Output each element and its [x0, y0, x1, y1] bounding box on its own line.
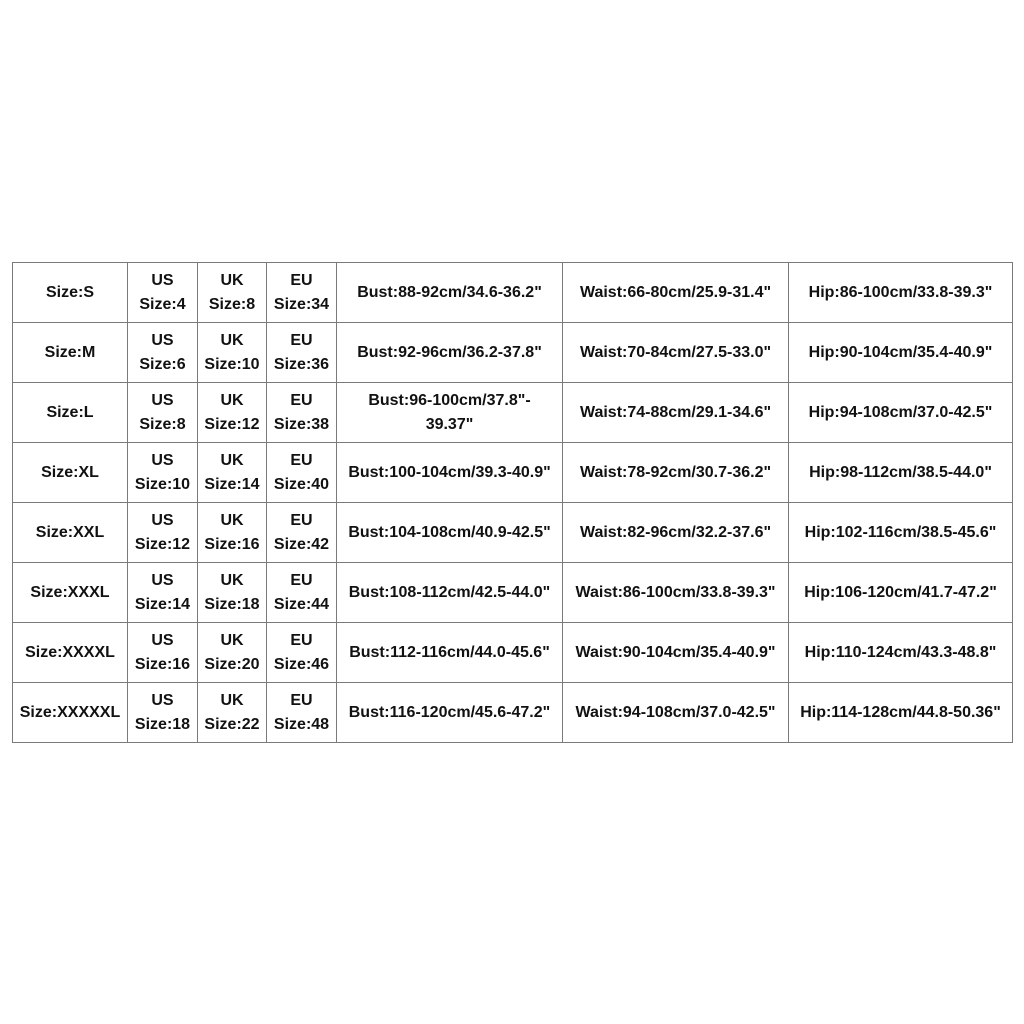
bust-cell-line: Bust:92-96cm/36.2-37.8" [357, 343, 542, 361]
uk-size-cell [198, 323, 267, 383]
us-size-cell-line: US [151, 391, 174, 409]
bust-cell [337, 683, 563, 743]
bust-cell-line: 39.37" [425, 415, 474, 433]
us-size-cell-line: US [151, 571, 174, 589]
waist-cell: Waist:70-84cm/27.5-33.0" [563, 323, 789, 383]
uk-size-cell-line: UK [220, 331, 244, 349]
uk-size-cell [198, 503, 267, 563]
uk-size-cell [198, 383, 267, 443]
us-size-cell-line: Size:8 [139, 415, 186, 433]
us-size-cell-line: Size:6 [139, 355, 186, 373]
us-size-cell-line: US [151, 271, 174, 289]
table-row [13, 503, 1013, 563]
us-size-cell-line: Size:18 [134, 715, 191, 733]
hip-cell: Hip:86-100cm/33.8-39.3" [789, 263, 1013, 323]
uk-size-cell-line: Size:18 [204, 595, 260, 613]
hip-cell: Hip:102-116cm/38.5-45.6" [789, 503, 1013, 563]
uk-size-cell-line: Size:14 [204, 475, 260, 493]
us-size-cell [128, 383, 198, 443]
eu-size-cell-line: EU [290, 331, 313, 349]
uk-size-cell-line: Size:22 [204, 715, 260, 733]
bust-cell [337, 323, 563, 383]
eu-size-cell-line: EU [290, 631, 313, 649]
us-size-cell-line: Size:10 [134, 475, 191, 493]
size-label-cell: Size:S [13, 263, 128, 323]
size-label-cell: Size:XL [13, 443, 128, 503]
size-label-cell: Size:M [13, 323, 128, 383]
table-row [13, 563, 1013, 623]
eu-size-cell-line: Size:34 [273, 295, 330, 313]
us-size-cell [128, 503, 198, 563]
waist-cell: Waist:82-96cm/32.2-37.6" [563, 503, 789, 563]
eu-size-cell [267, 623, 337, 683]
bust-cell-line: Bust:96-100cm/37.8"- [368, 391, 531, 409]
size-label-cell: Size:XXXL [13, 563, 128, 623]
us-size-cell-line: Size:12 [134, 535, 191, 553]
uk-size-cell [198, 263, 267, 323]
eu-size-cell-line: Size:46 [273, 655, 330, 673]
hip-cell: Hip:98-112cm/38.5-44.0" [789, 443, 1013, 503]
us-size-cell-line: US [151, 451, 174, 469]
size-label-cell: Size:XXXXL [13, 623, 128, 683]
uk-size-cell [198, 623, 267, 683]
eu-size-cell [267, 443, 337, 503]
bust-cell-line: Bust:88-92cm/34.6-36.2" [357, 283, 542, 301]
us-size-cell-line: Size:14 [134, 595, 191, 613]
eu-size-cell-line: EU [290, 451, 313, 469]
hip-cell: Hip:114-128cm/44.8-50.36" [789, 683, 1013, 743]
uk-size-cell [198, 443, 267, 503]
size-label-cell: Size:L [13, 383, 128, 443]
eu-size-cell-line: Size:38 [273, 415, 330, 433]
size-chart-table [12, 262, 1013, 743]
bust-cell-line: Bust:100-104cm/39.3-40.9" [348, 463, 551, 481]
bust-cell [337, 443, 563, 503]
eu-size-cell-line: Size:42 [273, 535, 330, 553]
uk-size-cell-line: UK [220, 271, 244, 289]
waist-cell: Waist:86-100cm/33.8-39.3" [563, 563, 789, 623]
table-row [13, 383, 1013, 443]
table-row [13, 263, 1013, 323]
uk-size-cell-line: Size:12 [204, 415, 260, 433]
table-row [13, 323, 1013, 383]
table-row [13, 443, 1013, 503]
eu-size-cell-line: EU [290, 511, 313, 529]
bust-cell-line: Bust:108-112cm/42.5-44.0" [348, 583, 551, 601]
eu-size-cell-line: Size:44 [273, 595, 330, 613]
uk-size-cell-line: UK [220, 451, 244, 469]
eu-size-cell-line: Size:36 [273, 355, 330, 373]
us-size-cell [128, 683, 198, 743]
waist-cell: Waist:66-80cm/25.9-31.4" [563, 263, 789, 323]
hip-cell: Hip:106-120cm/41.7-47.2" [789, 563, 1013, 623]
bust-cell-line: Bust:116-120cm/45.6-47.2" [348, 703, 551, 721]
hip-cell: Hip:94-108cm/37.0-42.5" [789, 383, 1013, 443]
eu-size-cell-line: EU [290, 691, 313, 709]
us-size-cell [128, 563, 198, 623]
uk-size-cell [198, 683, 267, 743]
waist-cell: Waist:90-104cm/35.4-40.9" [563, 623, 789, 683]
bust-cell [337, 623, 563, 683]
us-size-cell [128, 263, 198, 323]
uk-size-cell [198, 563, 267, 623]
eu-size-cell [267, 323, 337, 383]
eu-size-cell-line: EU [290, 271, 313, 289]
eu-size-cell [267, 263, 337, 323]
uk-size-cell-line: Size:16 [204, 535, 260, 553]
waist-cell: Waist:78-92cm/30.7-36.2" [563, 443, 789, 503]
bust-cell [337, 503, 563, 563]
eu-size-cell-line: EU [290, 571, 313, 589]
bust-cell [337, 563, 563, 623]
bust-cell [337, 383, 563, 443]
waist-cell: Waist:74-88cm/29.1-34.6" [563, 383, 789, 443]
us-size-cell-line: US [151, 691, 174, 709]
us-size-cell-line: US [151, 631, 174, 649]
us-size-cell-line: US [151, 511, 174, 529]
size-label-cell: Size:XXXXXL [13, 683, 128, 743]
eu-size-cell [267, 683, 337, 743]
hip-cell: Hip:110-124cm/43.3-48.8" [789, 623, 1013, 683]
uk-size-cell-line: Size:8 [208, 295, 256, 313]
us-size-cell [128, 443, 198, 503]
eu-size-cell [267, 383, 337, 443]
uk-size-cell-line: UK [220, 691, 244, 709]
uk-size-cell-line: UK [220, 391, 244, 409]
table-row [13, 623, 1013, 683]
us-size-cell-line: Size:16 [134, 655, 191, 673]
hip-cell: Hip:90-104cm/35.4-40.9" [789, 323, 1013, 383]
eu-size-cell [267, 563, 337, 623]
waist-cell: Waist:94-108cm/37.0-42.5" [563, 683, 789, 743]
us-size-cell-line: US [151, 331, 174, 349]
us-size-cell [128, 323, 198, 383]
eu-size-cell-line: Size:40 [273, 475, 330, 493]
size-label-cell: Size:XXL [13, 503, 128, 563]
uk-size-cell-line: UK [220, 631, 244, 649]
eu-size-cell-line: EU [290, 391, 313, 409]
bust-cell-line: Bust:112-116cm/44.0-45.6" [349, 643, 550, 661]
uk-size-cell-line: Size:20 [204, 655, 260, 673]
eu-size-cell [267, 503, 337, 563]
bust-cell [337, 263, 563, 323]
uk-size-cell-line: UK [220, 511, 244, 529]
us-size-cell-line: Size:4 [139, 295, 186, 313]
size-chart-body [13, 263, 1013, 743]
bust-cell-line: Bust:104-108cm/40.9-42.5" [348, 523, 551, 541]
us-size-cell [128, 623, 198, 683]
uk-size-cell-line: UK [220, 571, 244, 589]
table-row [13, 683, 1013, 743]
uk-size-cell-line: Size:10 [204, 355, 260, 373]
eu-size-cell-line: Size:48 [273, 715, 330, 733]
